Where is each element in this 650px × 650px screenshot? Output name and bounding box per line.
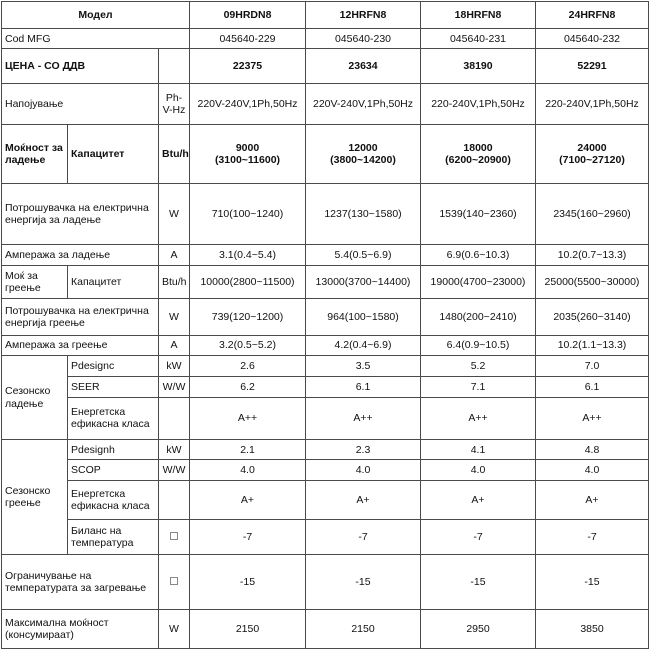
header-row [2, 2, 649, 29]
model-name: 12HRFN8 [306, 2, 421, 29]
price-row [2, 49, 649, 84]
cod-mfg-value: 045640-229 [190, 28, 306, 49]
pdesignh-label: Pdesignh [68, 439, 159, 460]
pdesignc-value: 3.5 [306, 356, 421, 377]
heating-consumption-label: Потрошувачка на електрична енергија греење [2, 298, 159, 335]
heating-limit-value: -15 [190, 555, 306, 610]
power-supply-label: Напојување [2, 84, 159, 124]
heating-consumption-unit: W [159, 298, 190, 335]
cooling-capacity-value: 9000 (3100~11600) [190, 124, 306, 184]
cooling-consumption-value: 1539(140~2360) [421, 184, 536, 245]
model-label: Модел [2, 2, 190, 29]
heating-energy-class-value: A+ [306, 480, 421, 519]
seasonal-cooling-row [2, 397, 649, 439]
cooling-capacity-row [2, 124, 649, 184]
heating-limit-value: -15 [536, 555, 649, 610]
price-value: 38190 [421, 49, 536, 84]
price-label: ЦЕНА - СО ДДВ [2, 49, 159, 84]
pdesignh-value: 4.1 [421, 439, 536, 460]
pdesignc-value: 5.2 [421, 356, 536, 377]
cooling-consumption-value: 1237(130~1580) [306, 184, 421, 245]
seasonal-heating-row [2, 480, 649, 519]
seer-value: 7.1 [421, 376, 536, 397]
heating-energy-class-unit [159, 480, 190, 519]
power-supply-unit: Ph-V-Hz [159, 84, 190, 124]
cod-mfg-label: Cod MFG [2, 28, 190, 49]
pdesignc-value: 7.0 [536, 356, 649, 377]
seasonal-heating-row [2, 520, 649, 555]
cooling-current-value: 10.2(0.7~13.3) [536, 245, 649, 266]
max-power-row [2, 609, 649, 648]
heating-capacity-value: 19000(4700~23000) [421, 265, 536, 298]
cooling-capacity-value: 12000 (3800~14200) [306, 124, 421, 184]
heating-group-label: Моќ за греење [2, 265, 68, 298]
heating-current-value: 6.4(0.9~10.5) [421, 335, 536, 356]
price-unit-empty [159, 49, 190, 84]
model-name: 09HRDN8 [190, 2, 306, 29]
temperature-balance-unit [159, 520, 190, 555]
scop-value: 4.0 [536, 460, 649, 481]
heating-limit-value: -15 [421, 555, 536, 610]
heating-current-label: Ампеража за греење [2, 335, 159, 356]
heating-consumption-row [2, 298, 649, 335]
power-supply-value: 220V-240V,1Ph,50Hz [190, 84, 306, 124]
temperature-balance-label: Биланс на температура [68, 520, 159, 555]
unit-placeholder-icon [170, 532, 178, 540]
heating-current-row [2, 335, 649, 356]
seasonal-heating-row [2, 439, 649, 460]
cooling-current-unit: A [159, 245, 190, 266]
model-name: 18HRFN8 [421, 2, 536, 29]
cooling-energy-class-unit [159, 397, 190, 439]
power-supply-row [2, 84, 649, 124]
heating-capacity-row [2, 265, 649, 298]
cooling-consumption-unit: W [159, 184, 190, 245]
pdesignh-value: 2.3 [306, 439, 421, 460]
seasonal-heating-row [2, 460, 649, 481]
cooling-capacity-value: 18000 (6200~20900) [421, 124, 536, 184]
max-power-unit: W [159, 609, 190, 648]
temperature-balance-value: -7 [421, 520, 536, 555]
cooling-energy-class-value: A++ [190, 397, 306, 439]
power-supply-value: 220-240V,1Ph,50Hz [536, 84, 649, 124]
scop-value: 4.0 [306, 460, 421, 481]
heating-consumption-value: 1480(200~2410) [421, 298, 536, 335]
seasonal-cooling-row [2, 356, 649, 377]
seasonal-cooling-group-label: Сезонско ладење [2, 356, 68, 439]
cooling-consumption-row [2, 184, 649, 245]
unit-placeholder-icon [170, 577, 178, 585]
heating-current-value: 3.2(0.5~5.2) [190, 335, 306, 356]
max-power-value: 2150 [190, 609, 306, 648]
heating-capacity-value: 25000(5500~30000) [536, 265, 649, 298]
heating-limit-unit [159, 555, 190, 610]
cooling-current-value: 6.9(0.6~10.3) [421, 245, 536, 266]
cooling-current-label: Ампеража за ладење [2, 245, 159, 266]
pdesignh-value: 4.8 [536, 439, 649, 460]
max-power-value: 2950 [421, 609, 536, 648]
cooling-consumption-value: 2345(160~2960) [536, 184, 649, 245]
cooling-energy-class-value: A++ [306, 397, 421, 439]
max-power-value: 3850 [536, 609, 649, 648]
max-power-value: 2150 [306, 609, 421, 648]
cooling-capacity-value: 24000 (7100~27120) [536, 124, 649, 184]
heating-limit-label: Ограничување на температурата за загревање [2, 555, 159, 610]
heating-energy-class-label: Енергетска ефикасна класа [68, 480, 159, 519]
max-power-label: Максимална моќност (консумираат) [2, 609, 159, 648]
heating-consumption-value: 964(100~1580) [306, 298, 421, 335]
heating-current-value: 4.2(0.4~6.9) [306, 335, 421, 356]
price-value: 23634 [306, 49, 421, 84]
scop-value: 4.0 [190, 460, 306, 481]
cod-mfg-row [2, 28, 649, 49]
heating-energy-class-value: A+ [421, 480, 536, 519]
pdesignc-value: 2.6 [190, 356, 306, 377]
heating-limit-value: -15 [306, 555, 421, 610]
heating-energy-class-value: A+ [190, 480, 306, 519]
pdesignc-label: Pdesignc [68, 356, 159, 377]
pdesignc-unit: kW [159, 356, 190, 377]
cooling-energy-class-label: Енергетска ефикасна класа [68, 397, 159, 439]
model-name: 24HRFN8 [536, 2, 649, 29]
cod-mfg-value: 045640-231 [421, 28, 536, 49]
cooling-current-row [2, 245, 649, 266]
heating-limit-row [2, 555, 649, 610]
heating-capacity-value: 10000(2800~11500) [190, 265, 306, 298]
seasonal-cooling-row [2, 376, 649, 397]
heating-energy-class-value: A+ [536, 480, 649, 519]
seasonal-heating-group-label: Сезонско греење [2, 439, 68, 554]
cooling-energy-class-value: A++ [421, 397, 536, 439]
seer-label: SEER [68, 376, 159, 397]
seer-value: 6.2 [190, 376, 306, 397]
heating-capacity-label: Капацитет [68, 265, 159, 298]
seer-value: 6.1 [306, 376, 421, 397]
cooling-consumption-label: Потрошувачка на електрична енергија за ладење [2, 184, 159, 245]
heating-current-unit: A [159, 335, 190, 356]
pdesignh-unit: kW [159, 439, 190, 460]
spec-table [1, 1, 649, 649]
price-value: 52291 [536, 49, 649, 84]
cooling-current-value: 3.1(0.4~5.4) [190, 245, 306, 266]
power-supply-value: 220V-240V,1Ph,50Hz [306, 84, 421, 124]
cooling-group-label: Моќност за ладење [2, 124, 68, 184]
heating-consumption-value: 2035(260~3140) [536, 298, 649, 335]
cod-mfg-value: 045640-230 [306, 28, 421, 49]
cooling-energy-class-value: A++ [536, 397, 649, 439]
cooling-capacity-label: Капацитет [68, 124, 159, 184]
pdesignh-value: 2.1 [190, 439, 306, 460]
heating-capacity-unit: Btu/h [159, 265, 190, 298]
heating-current-value: 10.2(1.1~13.3) [536, 335, 649, 356]
temperature-balance-value: -7 [536, 520, 649, 555]
cooling-consumption-value: 710(100~1240) [190, 184, 306, 245]
power-supply-value: 220-240V,1Ph,50Hz [421, 84, 536, 124]
cod-mfg-value: 045640-232 [536, 28, 649, 49]
seer-value: 6.1 [536, 376, 649, 397]
cooling-current-value: 5.4(0.5~6.9) [306, 245, 421, 266]
heating-capacity-value: 13000(3700~14400) [306, 265, 421, 298]
temperature-balance-value: -7 [190, 520, 306, 555]
temperature-balance-value: -7 [306, 520, 421, 555]
heating-consumption-value: 739(120~1200) [190, 298, 306, 335]
seer-unit: W/W [159, 376, 190, 397]
scop-value: 4.0 [421, 460, 536, 481]
scop-unit: W/W [159, 460, 190, 481]
price-value: 22375 [190, 49, 306, 84]
cooling-capacity-unit: Btu/h [159, 124, 190, 184]
scop-label: SCOP [68, 460, 159, 481]
